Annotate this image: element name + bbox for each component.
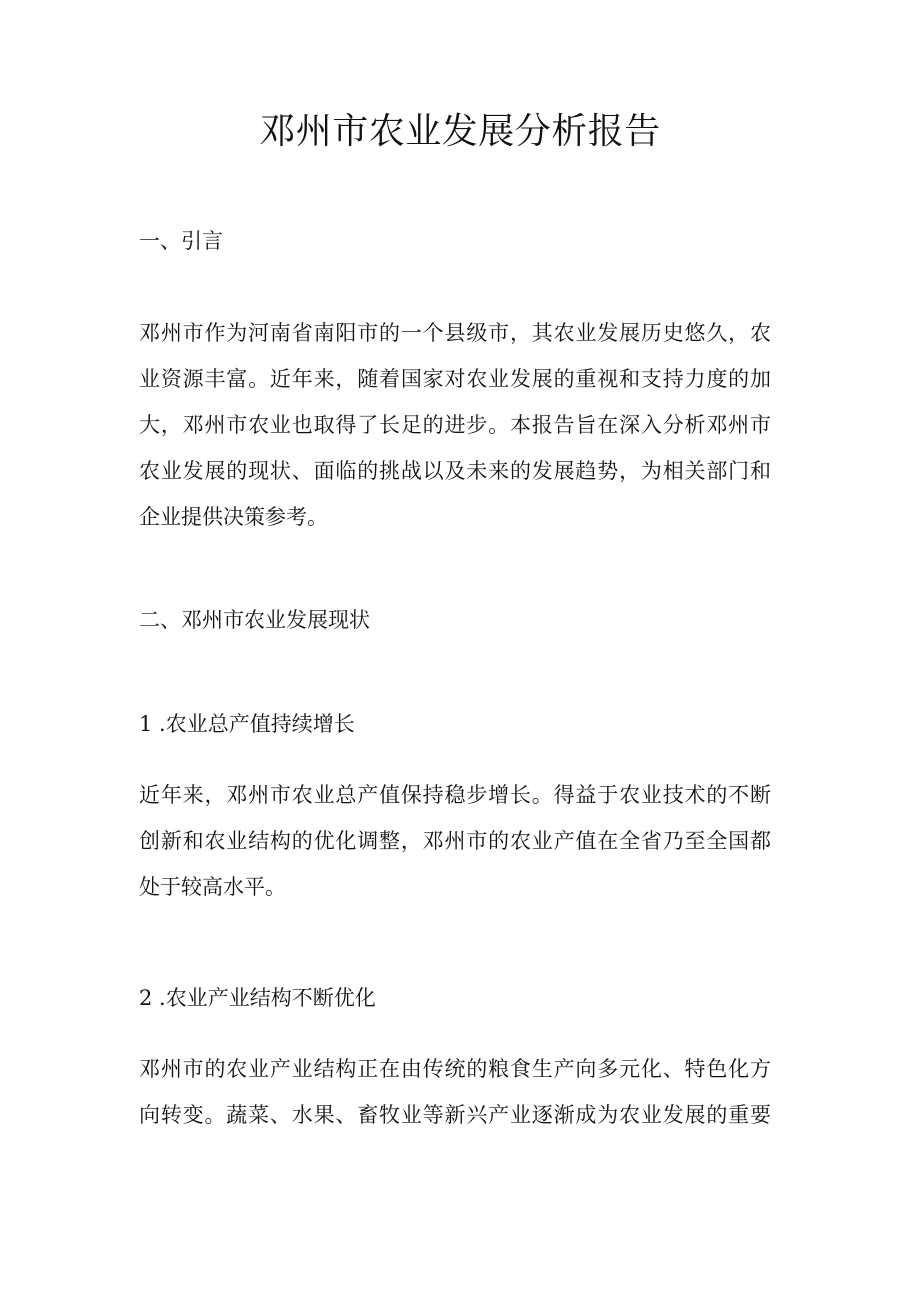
paragraph-line: 近年来，邓州市农业总产值保持稳步增长。得益于农业技术的不断 — [139, 783, 771, 807]
introduction-paragraph — [139, 310, 771, 540]
section-heading-current-status: 二、邓州市农业发展现状 — [139, 608, 370, 632]
subsection-heading-structure-optimization: 2 .农业产业结构不断优化 — [139, 986, 376, 1010]
paragraph-line: 农业发展的现状、面临的挑战以及未来的发展趋势，为相关部门和 — [139, 459, 771, 483]
paragraph-line: 邓州市作为河南省南阳市的一个县级市，其农业发展历史悠久，农 — [139, 321, 771, 345]
page-title: 邓州市农业发展分析报告 — [259, 111, 661, 152]
output-growth-paragraph — [139, 772, 771, 910]
paragraph-line: 创新和农业结构的优化调整，邓州市的农业产值在全省乃至全国都 — [139, 829, 771, 853]
section-heading-introduction: 一、引言 — [139, 229, 223, 253]
paragraph-line: 向转变。蔬菜、水果、畜牧业等新兴产业逐渐成为农业发展的重要 — [139, 1103, 771, 1127]
subsection-heading-output-growth: 1 .农业总产值持续增长 — [139, 712, 355, 736]
paragraph-line: 业资源丰富。近年来，随着国家对农业发展的重视和支持力度的加 — [139, 367, 771, 391]
paragraph-line: 邓州市的农业产业结构正在由传统的粮食生产向多元化、特色化方 — [139, 1057, 771, 1081]
paragraph-line: 企业提供决策参考。 — [139, 505, 328, 529]
paragraph-line: 大，邓州市农业也取得了长足的进步。本报告旨在深入分析邓州市 — [139, 413, 771, 437]
paragraph-line: 处于较高水平。 — [139, 875, 286, 899]
structure-optimization-paragraph — [139, 1046, 771, 1138]
